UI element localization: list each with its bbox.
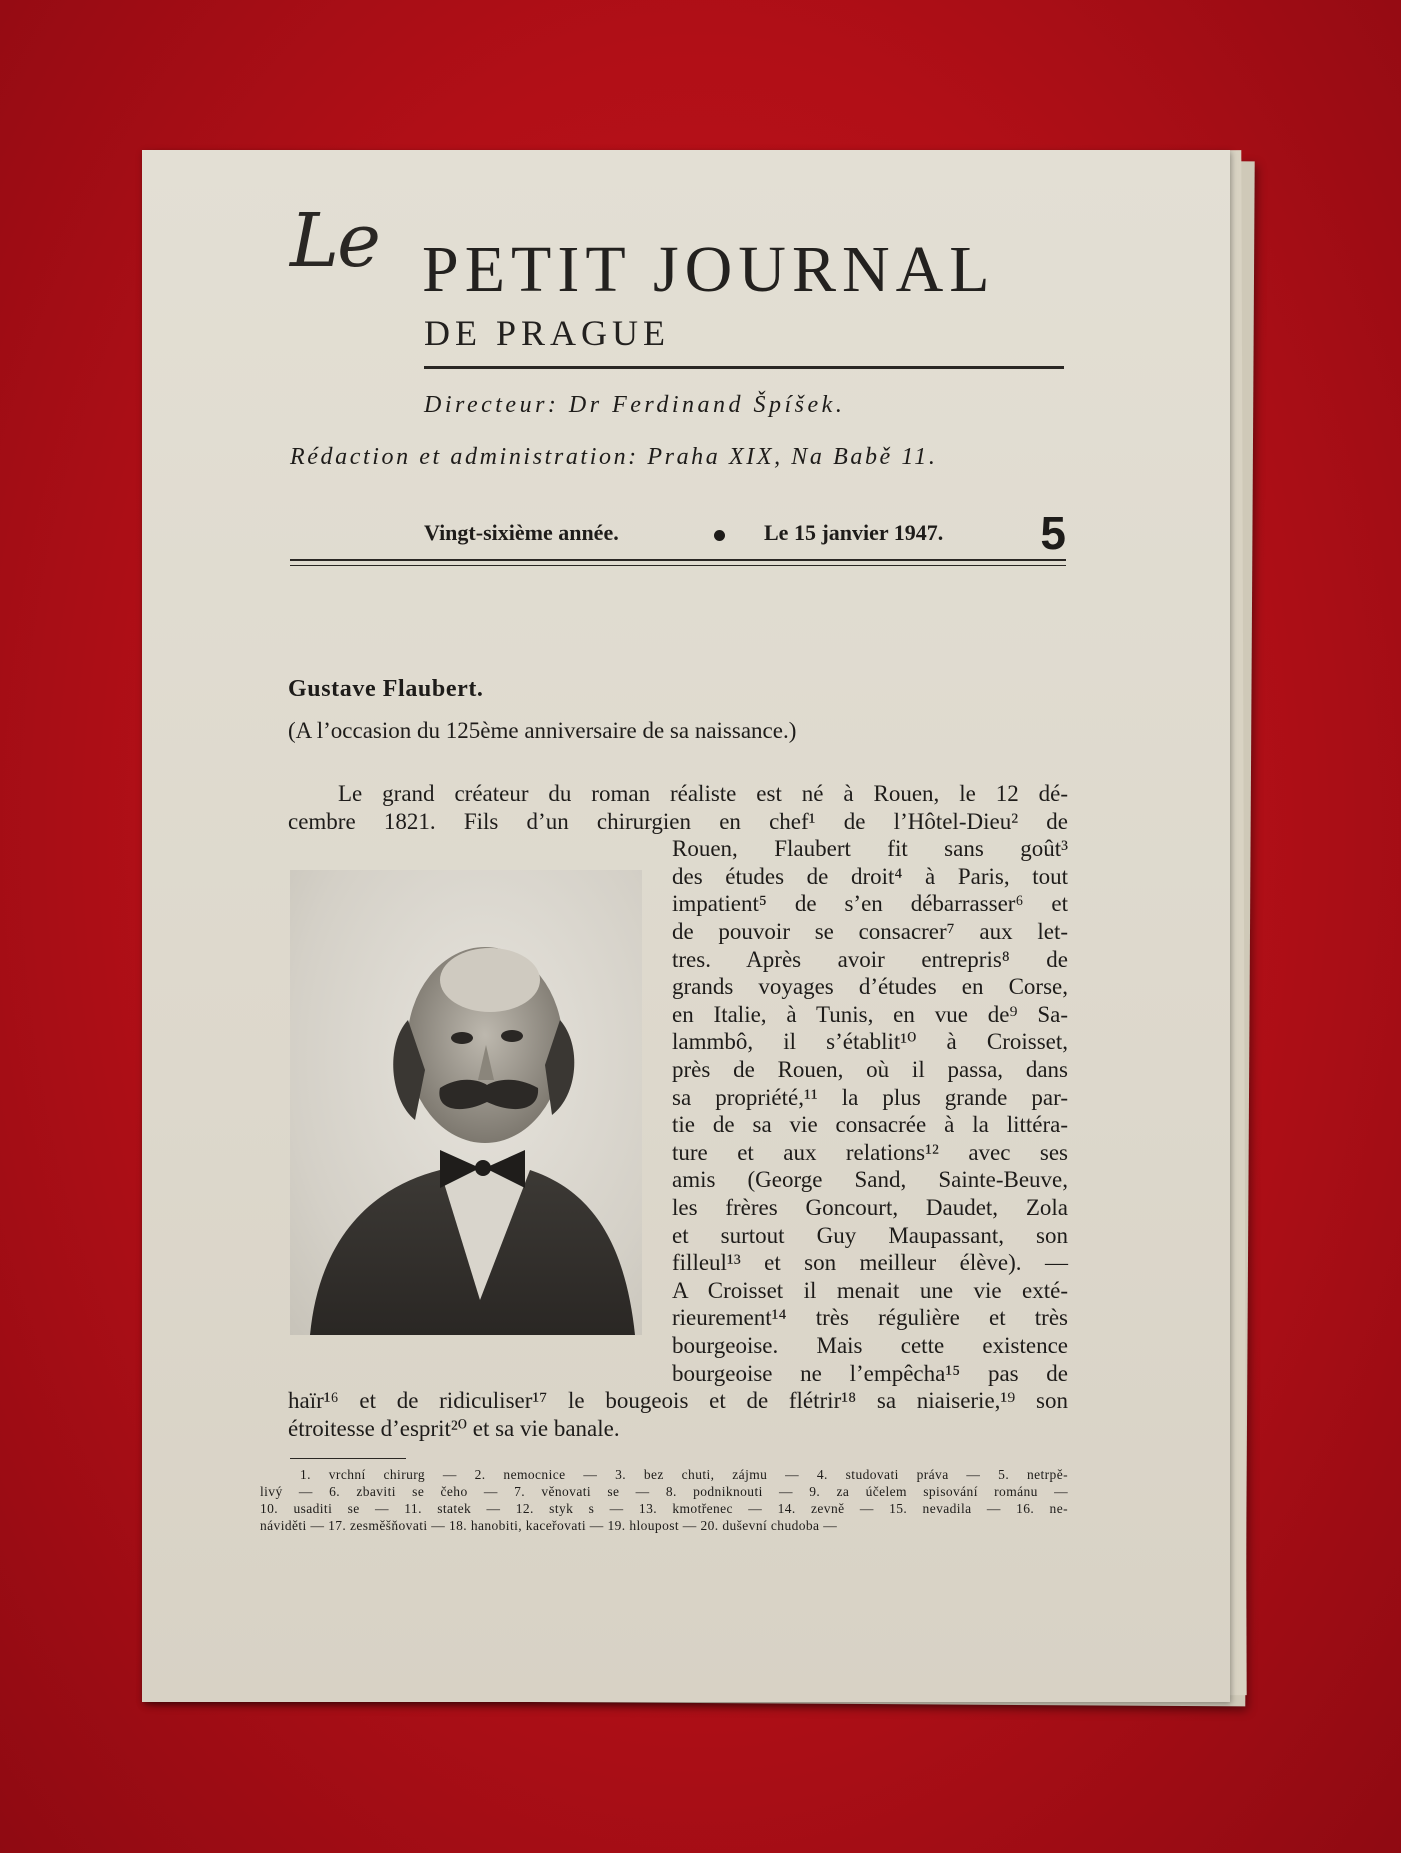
article-line: filleul¹³ et son meilleur élève). — (672, 1250, 1068, 1276)
article-line: sa propriété,¹¹ la plus grande par- (672, 1084, 1068, 1110)
footnotes (260, 1466, 1068, 1534)
article-line: bourgeoise ne l’empêcha¹⁵ pas de (672, 1360, 1068, 1386)
journal-page (142, 150, 1230, 1702)
article-line: haïr¹⁶ et de ridiculiser¹⁷ le bougeois et de flétrir¹⁸ sa niaiserie,¹⁹ son (288, 1388, 1068, 1414)
bullet-icon (714, 530, 725, 541)
portrait-engraving-icon (290, 870, 642, 1335)
footnote-line: 1. vrchní chirurg — 2. nemocnice — 3. bez chuti, zájmu — 4. studovati práva — 5. netrpě- (300, 1467, 1068, 1482)
article-line: tie de sa vie consacrée à la littéra- (672, 1112, 1068, 1138)
article-line: bourgeoise. Mais cette existence (672, 1333, 1068, 1358)
article-line: rieurement¹⁴ très régulière et très (672, 1305, 1068, 1331)
article-line: des études de droit⁴ à Paris, tout (672, 863, 1068, 889)
footnote-line: náviděti — 17. zesměšňovati — 18. hanobiti, kaceřovati — 19. hloupost — 20. duševní chudoba — (260, 1518, 838, 1533)
footnote-line: livý — 6. zbaviti se čeho — 7. věnovati se — 8. podniknouti — 9. za účelem spisování románu — (260, 1484, 1068, 1499)
article-subhead: (A l’occasion du 125ème anniversaire de sa naissance.) (288, 718, 797, 743)
article-line: près de Rouen, où il passa, dans (672, 1057, 1068, 1082)
article-line: cembre 1821. Fils d’un chirurgien en chef¹ de l’Hôtel-Dieu² de (288, 808, 1068, 834)
article-line: impatient⁵ de s’en débarrasser⁶ et (672, 891, 1068, 917)
divider-rule (290, 565, 1066, 566)
article-line: tres. Après avoir entrepris⁸ de (672, 946, 1068, 972)
masthead-subtitle: DE PRAGUE (424, 313, 671, 353)
masthead-title: PETIT JOURNAL (422, 233, 996, 306)
article-line: grands voyages d’études en Corse, (672, 974, 1068, 1000)
footnote-line: 10. usaditi se — 11. statek — 12. styk s — 13. kmotřenec — 14. zevně — 15. nevadila — 16. ne- (260, 1501, 1068, 1516)
article-line: lammbô, il s’établit¹⁰ à Croisset, (672, 1029, 1068, 1055)
article-line: amis (George Sand, Sainte-Beuve, (672, 1167, 1068, 1193)
article-line: de pouvoir se consacrer⁷ aux let- (672, 919, 1068, 944)
article-line: ture et aux relations¹² avec ses (672, 1139, 1068, 1165)
redaction-line: Rédaction et administration: Praha XIX, Na Babě 11. (290, 444, 938, 470)
masthead-le: Le (290, 198, 379, 284)
issue-line (424, 506, 1066, 558)
article-line: et surtout Guy Maupassant, son (672, 1222, 1068, 1248)
flaubert-portrait (290, 870, 642, 1335)
article-line: A Croisset il menait une vie exté- (672, 1277, 1068, 1303)
footnote-rule (290, 1458, 406, 1459)
issue-year: Vingt-sixième année. (424, 520, 619, 545)
divider-rule (290, 559, 1066, 561)
article-line: les frères Goncourt, Daudet, Zola (672, 1195, 1068, 1220)
article-line: Rouen, Flaubert fit sans goût³ (672, 836, 1068, 862)
article-headline: Gustave Flaubert. (288, 676, 484, 702)
issue-date: Le 15 janvier 1947. (764, 520, 944, 545)
article-line: en Italie, à Tunis, en vue de⁹ Sa- (672, 1001, 1068, 1027)
article-line: étroitesse d’esprit²⁰ et sa vie banale. (288, 1415, 620, 1441)
issue-number: 5 (1040, 507, 1066, 559)
director-line: Directeur: Dr Ferdinand Špíšek. (424, 392, 846, 418)
article-line: Le grand créateur du roman réaliste est né à Rouen, le 12 dé- (338, 781, 1068, 806)
masthead-rule (424, 366, 1064, 369)
